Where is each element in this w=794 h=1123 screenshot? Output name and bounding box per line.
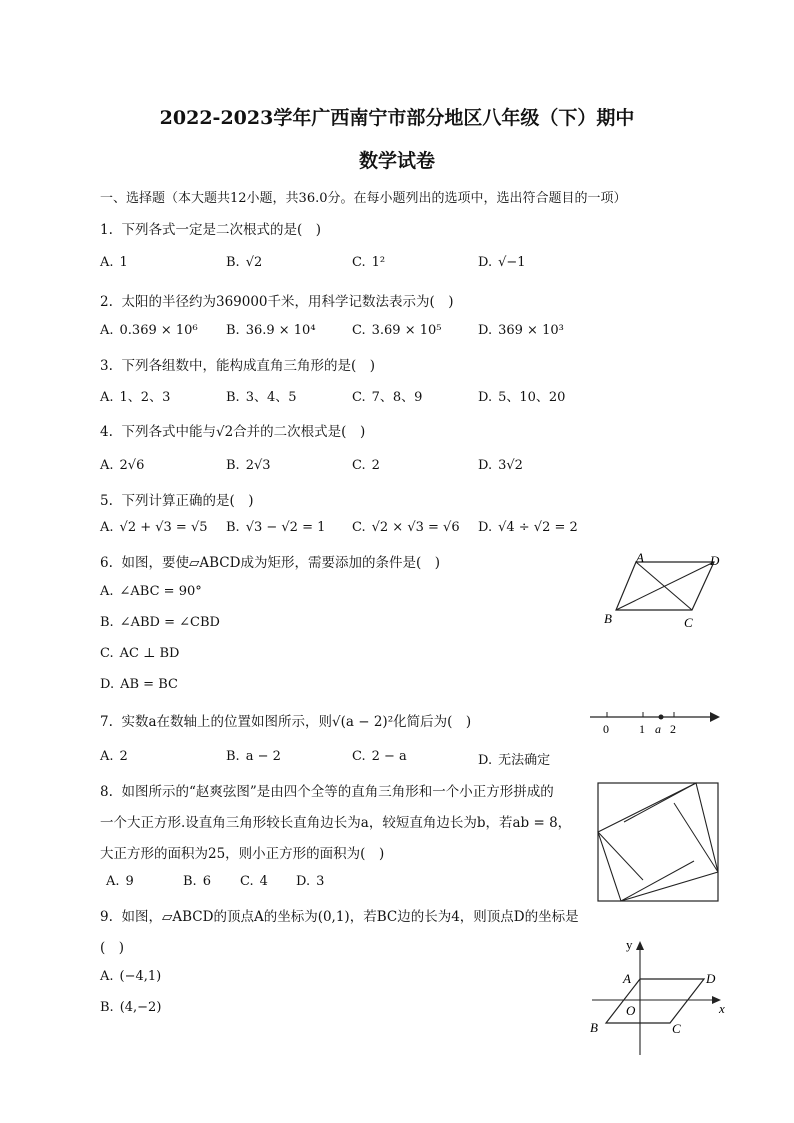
tick-label-1: 1 bbox=[639, 722, 645, 736]
question-number: 1. bbox=[100, 222, 113, 238]
option-6a bbox=[100, 584, 202, 599]
option-text: ∠ABD = ∠CBD bbox=[119, 615, 220, 630]
option-text: 1 bbox=[119, 255, 128, 270]
option-text: 2 − a bbox=[371, 749, 407, 764]
axis-label-y: y bbox=[626, 937, 633, 952]
option-4b bbox=[226, 458, 271, 473]
option-1b bbox=[226, 255, 262, 270]
section-heading: 一、选择题（本大题共12小题，共36.0分。在每小题列出的选项中，选出符合题目的一项） bbox=[100, 191, 627, 206]
option-label: A. bbox=[100, 323, 114, 338]
question-7 bbox=[100, 710, 471, 730]
option-text: 3.69 × 10⁵ bbox=[371, 323, 442, 338]
option-4d bbox=[478, 458, 523, 473]
question-stem-line-1: 如图所示的“赵爽弦图”是由四个全等的直角三角形和一个小正方形拼成的 bbox=[121, 784, 554, 800]
option-label: C. bbox=[240, 874, 254, 889]
option-label: D. bbox=[478, 458, 493, 473]
question-8 bbox=[100, 780, 554, 800]
option-6b bbox=[100, 615, 220, 630]
option-text: AC ⊥ BD bbox=[119, 646, 180, 661]
option-7b bbox=[226, 749, 281, 764]
question-number: 9. bbox=[100, 909, 113, 925]
option-label: C. bbox=[100, 646, 114, 661]
option-2a bbox=[100, 323, 198, 338]
option-text: 4 bbox=[259, 874, 268, 889]
option-9a bbox=[100, 969, 161, 984]
question-stem: 下列计算正确的是( ) bbox=[121, 493, 254, 509]
triangle-edge-4 bbox=[598, 832, 643, 880]
question-number: 6. bbox=[100, 555, 113, 571]
option-label: B. bbox=[100, 615, 114, 630]
option-7d bbox=[478, 749, 550, 768]
option-2b bbox=[226, 323, 316, 338]
y-axis-arrow-icon bbox=[636, 941, 644, 950]
question-stem: 如图，要使▱ABCD成为矩形，需要添加的条件是( ) bbox=[121, 555, 440, 571]
vertex-label-c: C bbox=[684, 615, 693, 630]
option-text: 3√2 bbox=[498, 458, 523, 473]
option-text: √4 ÷ √2 = 2 bbox=[498, 520, 578, 535]
parallelogram-figure-q6 bbox=[600, 550, 730, 635]
coordinate-figure-q9 bbox=[586, 935, 736, 1060]
option-text: 5、10、20 bbox=[498, 390, 566, 405]
option-label: B. bbox=[226, 390, 240, 405]
option-label: D. bbox=[478, 390, 493, 405]
option-9b bbox=[100, 1000, 161, 1015]
option-label: D. bbox=[478, 323, 493, 338]
option-label: A. bbox=[100, 969, 114, 984]
tick-label-0: 0 bbox=[603, 722, 609, 736]
parallelogram-abcd bbox=[606, 979, 704, 1023]
question-stem-line-1: 如图，▱ABCD的顶点A的坐标为(0,1)，若BC边的长为4，则顶点D的坐标是 bbox=[121, 909, 579, 925]
option-label: A. bbox=[100, 749, 114, 764]
option-label: C. bbox=[352, 255, 366, 270]
tick-label-2: 2 bbox=[670, 722, 676, 736]
triangle-edge-1 bbox=[624, 783, 696, 822]
option-label: B. bbox=[100, 1000, 114, 1015]
option-5c bbox=[352, 520, 460, 535]
option-3b bbox=[226, 386, 297, 405]
tick-label-a: a bbox=[655, 722, 661, 736]
option-text: 0.369 × 10⁶ bbox=[119, 323, 198, 338]
option-text: √−1 bbox=[498, 255, 526, 270]
question-number: 7. bbox=[100, 714, 113, 730]
option-text: √2 + √3 = √5 bbox=[119, 520, 208, 535]
question-2 bbox=[100, 290, 454, 310]
option-text: √2 × √3 = √6 bbox=[371, 520, 460, 535]
option-8c bbox=[240, 874, 268, 889]
question-number: 4. bbox=[100, 424, 113, 440]
option-text: 3、4、5 bbox=[245, 390, 297, 405]
option-label: A. bbox=[100, 584, 114, 599]
option-label: C. bbox=[352, 458, 366, 473]
option-text: (−4,1) bbox=[119, 969, 162, 984]
option-text: 1、2、3 bbox=[119, 390, 171, 405]
vertex-label-d: D bbox=[706, 971, 716, 986]
question-stem-line-2: 一个大正方形.设直角三角形较长直角边长为a，较短直角边长为b，若ab = 8， bbox=[100, 815, 572, 831]
option-label: D. bbox=[100, 677, 115, 692]
option-label: A. bbox=[106, 874, 120, 889]
option-text: 9 bbox=[125, 874, 134, 889]
option-label: B. bbox=[226, 749, 240, 764]
option-label: A. bbox=[100, 520, 114, 535]
option-label: D. bbox=[478, 520, 493, 535]
zhao-shuang-diagram-q8 bbox=[596, 781, 722, 905]
vertex-label-b: B bbox=[590, 1020, 598, 1035]
option-5b bbox=[226, 520, 325, 535]
vertex-label-b: B bbox=[604, 611, 612, 626]
question-3 bbox=[100, 354, 375, 374]
option-2c bbox=[352, 323, 441, 338]
question-stem: 太阳的半径约为369000千米，用科学记数法表示为( ) bbox=[121, 294, 454, 310]
option-5a bbox=[100, 520, 208, 535]
option-3d bbox=[478, 386, 565, 405]
option-label: B. bbox=[226, 458, 240, 473]
option-text: 2 bbox=[119, 749, 128, 764]
option-label: C. bbox=[352, 323, 366, 338]
option-1d bbox=[478, 255, 526, 270]
option-label: C. bbox=[352, 390, 366, 405]
option-label: D. bbox=[478, 255, 493, 270]
point-a bbox=[659, 715, 664, 720]
origin-label-o: O bbox=[626, 1003, 636, 1018]
option-8b bbox=[183, 874, 211, 889]
option-1a bbox=[100, 255, 128, 270]
option-text: √2 bbox=[245, 255, 263, 270]
question-stem: 下列各式一定是二次根式的是( ) bbox=[121, 222, 322, 238]
option-label: A. bbox=[100, 255, 114, 270]
question-9 bbox=[100, 905, 579, 925]
question-number: 8. bbox=[100, 784, 113, 800]
vertex-label-c: C bbox=[672, 1021, 681, 1036]
option-text: AB = BC bbox=[120, 677, 178, 692]
option-text: 2√3 bbox=[245, 458, 271, 473]
question-number: 2. bbox=[100, 294, 113, 310]
triangle-edge-3 bbox=[621, 861, 694, 901]
option-4c bbox=[352, 458, 380, 473]
question-number: 3. bbox=[100, 358, 113, 374]
question-5 bbox=[100, 489, 254, 509]
option-label: B. bbox=[183, 874, 197, 889]
option-text: 36.9 × 10⁴ bbox=[245, 323, 316, 338]
option-text: 无法确定 bbox=[498, 753, 551, 768]
diagonal-bd bbox=[616, 562, 714, 610]
page-subtitle: 数学试卷 bbox=[358, 150, 435, 172]
option-3c bbox=[352, 386, 422, 405]
arrow-right-icon bbox=[710, 712, 720, 722]
option-7c bbox=[352, 749, 407, 764]
option-text: 2 bbox=[371, 458, 380, 473]
page-title: 2022-2023学年广西南宁市部分地区八年级（下）期中 bbox=[159, 107, 635, 129]
vertex-label-a: A bbox=[623, 971, 631, 986]
question-stem-line-3: 大正方形的面积为25，则小正方形的面积为( ) bbox=[100, 846, 385, 862]
question-stem-line-2: ( ) bbox=[100, 940, 125, 956]
option-label: B. bbox=[226, 255, 240, 270]
number-line-figure-q7 bbox=[588, 706, 723, 738]
question-number: 5. bbox=[100, 493, 113, 509]
option-3a bbox=[100, 386, 170, 405]
option-6d bbox=[100, 677, 178, 692]
triangle-edge-2 bbox=[674, 803, 718, 872]
question-stem: 实数a在数轴上的位置如图所示，则√(a − 2)²化简后为( ) bbox=[121, 714, 472, 730]
question-4 bbox=[100, 420, 365, 440]
axis-label-x: x bbox=[719, 1001, 725, 1016]
option-label: D. bbox=[296, 874, 311, 889]
question-6 bbox=[100, 551, 440, 571]
option-5d bbox=[478, 520, 578, 535]
option-label: A. bbox=[100, 458, 114, 473]
option-label: D. bbox=[478, 753, 493, 768]
question-1 bbox=[100, 218, 321, 238]
option-text: 2√6 bbox=[119, 458, 145, 473]
option-label: B. bbox=[226, 520, 240, 535]
option-8d bbox=[296, 874, 324, 889]
option-text: 3 bbox=[316, 874, 325, 889]
question-stem: 下列各组数中，能构成直角三角形的是( ) bbox=[121, 358, 376, 374]
option-label: C. bbox=[352, 520, 366, 535]
option-4a bbox=[100, 458, 144, 473]
question-stem: 下列各式中能与√2合并的二次根式是( ) bbox=[121, 424, 366, 440]
option-text: √3 − √2 = 1 bbox=[245, 520, 326, 535]
inner-rotated-square bbox=[598, 783, 718, 901]
option-text: (4,−2) bbox=[119, 1000, 162, 1015]
option-label: C. bbox=[352, 749, 366, 764]
option-text: 7、8、9 bbox=[371, 390, 423, 405]
vertex-label-a: A bbox=[636, 550, 644, 565]
option-text: 1² bbox=[371, 255, 386, 270]
option-text: 6 bbox=[202, 874, 211, 889]
option-text: ∠ABC = 90° bbox=[119, 584, 202, 599]
option-label: B. bbox=[226, 323, 240, 338]
option-1c bbox=[352, 255, 385, 270]
option-label: A. bbox=[100, 390, 114, 405]
option-6c bbox=[100, 646, 179, 661]
option-text: a − 2 bbox=[245, 749, 281, 764]
option-8a bbox=[106, 874, 134, 889]
option-2d bbox=[478, 323, 564, 338]
option-7a bbox=[100, 749, 128, 764]
option-text: 369 × 10³ bbox=[498, 323, 564, 338]
vertex-label-d: D bbox=[710, 553, 720, 568]
